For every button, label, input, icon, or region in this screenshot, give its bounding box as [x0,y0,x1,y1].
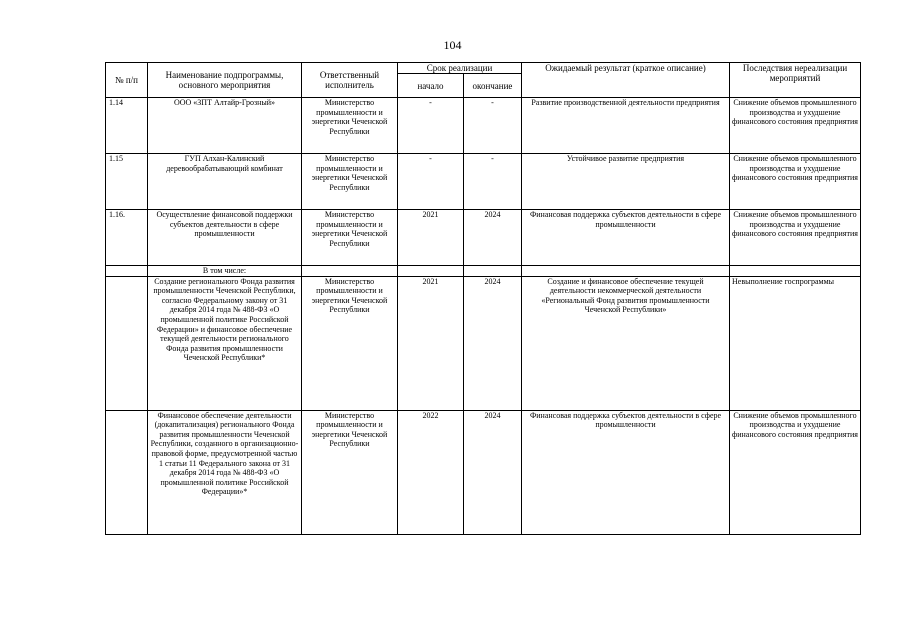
table-row [106,410,861,534]
page-number: 104 [443,38,462,52]
row-responsible [302,266,398,277]
header-name: Наименование подпрограммы, основного мероприятия [148,63,302,98]
row-name: Создание регионального Фонда развития промышленности Чеченской Республики, согласно Федеральному закону от 31 декабря 2014 года № 488-ФЗ «О промышленной политике Российской Федерации» и финансовое обеспечение текущей деятельности регионального Фонда развития промышленности Чеченской Республики* [148,276,302,410]
header-period: Срок реализации [398,63,522,74]
row-responsible: Министерство промышленности и энергетики Чеченской Республики [302,154,398,210]
row-consequences: Снижение объемов промышленного производства и ухудшение финансового состояния предприятия [730,154,861,210]
program-table [105,62,861,535]
row-name: Осуществление финансовой поддержки субъектов деятельности в сфере промышленности [148,210,302,266]
row-result: Создание и финансовое обеспечение текущей деятельности некоммерческой деятельности «Региональный Фонд развития промышленности Чеченской Республики» [522,276,730,410]
row-end: 2024 [464,276,522,410]
row-start: 2022 [398,410,464,534]
row-num [106,410,148,534]
row-result: Развитие производственной деятельности предприятия [522,98,730,154]
row-name: В том числе: [148,266,302,277]
row-num: 1.15 [106,154,148,210]
row-result: Финансовая поддержка субъектов деятельности в сфере промышленности [522,410,730,534]
row-result: Финансовая поддержка субъектов деятельности в сфере промышленности [522,210,730,266]
row-num: 1.16. [106,210,148,266]
row-end: 2024 [464,410,522,534]
table-row [106,276,861,410]
row-name: ООО «ЗПТ Алтайр-Грозный» [148,98,302,154]
row-consequences: Снижение объемов промышленного производства и ухудшение финансового состояния предприятия [730,98,861,154]
header-num: № п/п [106,63,148,98]
row-start: - [398,154,464,210]
row-end: - [464,154,522,210]
header-start: начало [398,74,464,98]
row-num [106,276,148,410]
header-end: окончание [464,74,522,98]
header-consequences: Последствия нереализации мероприятий [730,63,861,98]
row-consequences: Снижение объемов промышленного производства и ухудшение финансового состояния предприятия [730,210,861,266]
row-end: 2024 [464,210,522,266]
row-responsible: Министерство промышленности и энергетики Чеченской Республики [302,210,398,266]
row-responsible: Министерство промышленности и энергетики Чеченской Республики [302,410,398,534]
table-row [106,154,861,210]
table-row [106,266,861,277]
row-result [522,266,730,277]
row-start: 2021 [398,276,464,410]
header-result: Ожидаемый результат (краткое описание) [522,63,730,98]
row-name: Финансовое обеспечение деятельности (докапитализация) регионального Фонда развития промышленности Чеченской Республики, созданного в организационно-правовой форме, предусмотренной частью 1 статьи 11 Федерального закона от 31 декабря 2014 года № 488-ФЗ «О промышленной политике Российской Федерации»* [148,410,302,534]
table-row [106,210,861,266]
row-start: - [398,98,464,154]
row-responsible: Министерство промышленности и энергетики Чеченской Республики [302,98,398,154]
row-num [106,266,148,277]
row-start [398,266,464,277]
row-result: Устойчивое развитие предприятия [522,154,730,210]
header-responsible: Ответственный исполнитель [302,63,398,98]
row-consequences: Невыполнение госпрограммы [730,276,861,410]
row-responsible: Министерство промышленности и энергетики Чеченской Республики [302,276,398,410]
row-consequences [730,266,861,277]
row-end: - [464,98,522,154]
row-start: 2021 [398,210,464,266]
row-consequences: Снижение объемов промышленного производства и ухудшение финансового состояния предприятия [730,410,861,534]
table-row [106,98,861,154]
row-end [464,266,522,277]
row-num: 1.14 [106,98,148,154]
row-name: ГУП Алхан-Калинский деревообрабатывающий комбинат [148,154,302,210]
